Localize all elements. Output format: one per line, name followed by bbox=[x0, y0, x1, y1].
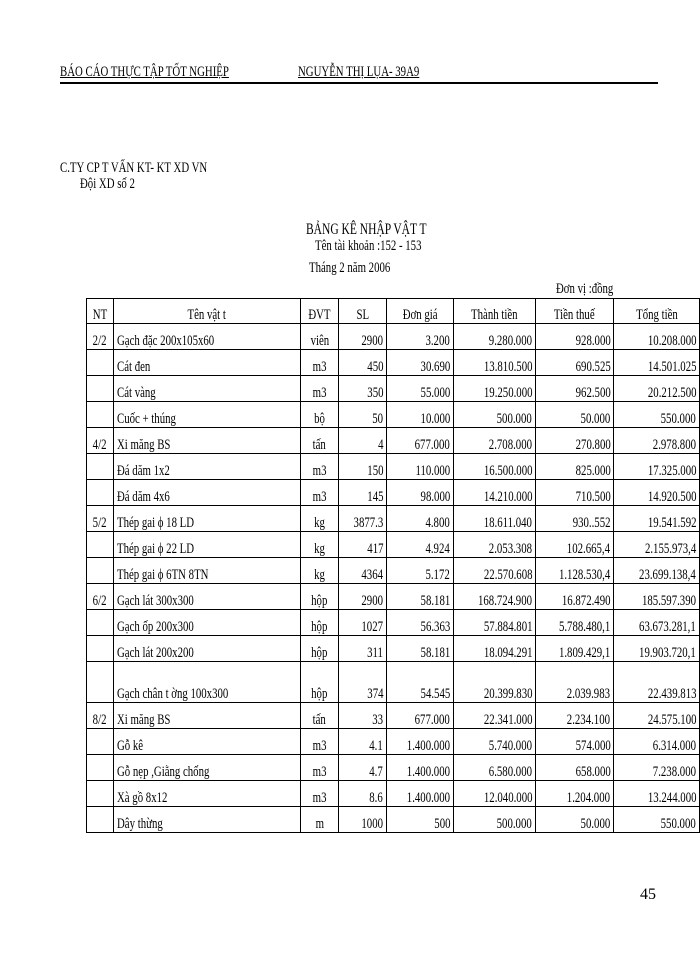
table-cell: 2.053.308 bbox=[454, 532, 536, 558]
table-cell: hộp bbox=[301, 636, 339, 662]
table-row bbox=[87, 729, 700, 755]
table-cell: 2.039.983 bbox=[536, 662, 614, 703]
table-cell: 50.000 bbox=[536, 807, 614, 833]
table-cell: Đá dăm 4x6 bbox=[114, 480, 301, 506]
table-cell: hộp bbox=[301, 610, 339, 636]
table-cell: 55.000 bbox=[387, 376, 454, 402]
table-row bbox=[87, 755, 700, 781]
table-cell: 20.399.830 bbox=[454, 662, 536, 703]
table-cell: 2.978.800 bbox=[614, 428, 700, 454]
table-cell: 5/2 bbox=[87, 506, 114, 532]
table-cell: Cuốc + thúng bbox=[114, 402, 301, 428]
table-cell: m3 bbox=[301, 729, 339, 755]
table-cell: viên bbox=[301, 324, 339, 350]
table-cell bbox=[87, 755, 114, 781]
table-cell: 13.810.500 bbox=[454, 350, 536, 376]
table-cell: 6/2 bbox=[87, 584, 114, 610]
table-cell: 8.6 bbox=[338, 781, 386, 807]
column-header: SL bbox=[338, 299, 386, 324]
table-cell: 12.040.000 bbox=[454, 781, 536, 807]
column-header: Đơn giá bbox=[387, 299, 454, 324]
table-cell: 8/2 bbox=[87, 703, 114, 729]
table-row bbox=[87, 584, 700, 610]
table-cell: 22.439.813 bbox=[614, 662, 700, 703]
table-cell: 962.500 bbox=[536, 376, 614, 402]
table-cell: 14.920.500 bbox=[614, 480, 700, 506]
currency-unit: Đơn vị :đồng bbox=[556, 281, 614, 297]
table-cell: 13.244.000 bbox=[614, 781, 700, 807]
table-cell: 825.000 bbox=[536, 454, 614, 480]
page-number: 45 bbox=[640, 886, 656, 903]
table-cell: 417 bbox=[338, 532, 386, 558]
table-cell: 5.788.480,1 bbox=[536, 610, 614, 636]
table-cell: 4364 bbox=[338, 558, 386, 584]
column-header: Tổng tiền bbox=[614, 299, 700, 324]
table-cell: Thép gai ϕ 6TN 8TN bbox=[114, 558, 301, 584]
table-cell: 19.250.000 bbox=[454, 376, 536, 402]
table-cell: 24.575.100 bbox=[614, 703, 700, 729]
table-cell: 14.210.000 bbox=[454, 480, 536, 506]
table-cell: 18.094.291 bbox=[454, 636, 536, 662]
table-cell: 677.000 bbox=[387, 703, 454, 729]
author-name: NGUYỄN THỊ LỤA- 39A9 bbox=[298, 64, 420, 80]
table-cell: Xà gồ 8x12 bbox=[114, 781, 301, 807]
table-cell: 63.673.281,1 bbox=[614, 610, 700, 636]
table-cell: 2900 bbox=[338, 584, 386, 610]
column-header: Tiền thuế bbox=[536, 299, 614, 324]
table-cell: m bbox=[301, 807, 339, 833]
table-row bbox=[87, 636, 700, 662]
table-cell: m3 bbox=[301, 755, 339, 781]
table-cell bbox=[87, 558, 114, 584]
table-cell: 1.400.000 bbox=[387, 781, 454, 807]
table-cell: 102.665,4 bbox=[536, 532, 614, 558]
table-cell: 98.000 bbox=[387, 480, 454, 506]
table-cell: 270.800 bbox=[536, 428, 614, 454]
table-row bbox=[87, 402, 700, 428]
table-cell: 17.325.000 bbox=[614, 454, 700, 480]
table-cell: 500 bbox=[387, 807, 454, 833]
table-cell: 4.1 bbox=[338, 729, 386, 755]
column-header: ĐVT bbox=[301, 299, 339, 324]
table-cell: 6.314.000 bbox=[614, 729, 700, 755]
table-row bbox=[87, 558, 700, 584]
table-cell: 1.809.429,1 bbox=[536, 636, 614, 662]
table-cell: 4.800 bbox=[387, 506, 454, 532]
table-cell: 19.541.592 bbox=[614, 506, 700, 532]
period: Tháng 2 năm 2006 bbox=[309, 260, 391, 276]
table-header-row bbox=[87, 299, 700, 324]
table-cell bbox=[87, 662, 114, 703]
table-cell: hộp bbox=[301, 662, 339, 703]
table-cell: Gạch lát 300x300 bbox=[114, 584, 301, 610]
table-cell: 50 bbox=[338, 402, 386, 428]
table-cell: 10.208.000 bbox=[614, 324, 700, 350]
table-cell: 500.000 bbox=[454, 402, 536, 428]
material-receipt-table bbox=[86, 298, 700, 833]
table-cell: Dây thừng bbox=[114, 807, 301, 833]
table-cell: 928.000 bbox=[536, 324, 614, 350]
table-cell: hộp bbox=[301, 584, 339, 610]
table-cell: 22.341.000 bbox=[454, 703, 536, 729]
table-cell: 50.000 bbox=[536, 402, 614, 428]
table-cell: m3 bbox=[301, 480, 339, 506]
table-row bbox=[87, 781, 700, 807]
table-row bbox=[87, 610, 700, 636]
table-row bbox=[87, 350, 700, 376]
company-block bbox=[60, 160, 264, 192]
table-cell: 930..552 bbox=[536, 506, 614, 532]
table-cell: 9.280.000 bbox=[454, 324, 536, 350]
table-cell: kg bbox=[301, 532, 339, 558]
table-cell: 14.501.025 bbox=[614, 350, 700, 376]
table-cell: 374 bbox=[338, 662, 386, 703]
table-cell: tấn bbox=[301, 428, 339, 454]
table-cell bbox=[87, 532, 114, 558]
table-cell: 658.000 bbox=[536, 755, 614, 781]
table-cell: 5.740.000 bbox=[454, 729, 536, 755]
table-row bbox=[87, 376, 700, 402]
table-cell: 550.000 bbox=[614, 402, 700, 428]
table-cell: 1.400.000 bbox=[387, 729, 454, 755]
table-row bbox=[87, 703, 700, 729]
table-cell: 550.000 bbox=[614, 807, 700, 833]
table-cell: 20.212.500 bbox=[614, 376, 700, 402]
table-cell: 19.903.720,1 bbox=[614, 636, 700, 662]
table-cell: 7.238.000 bbox=[614, 755, 700, 781]
table-cell bbox=[87, 610, 114, 636]
table-cell: 168.724.900 bbox=[454, 584, 536, 610]
table-cell: Gạch chân t ờng 100x300 bbox=[114, 662, 301, 703]
table-cell: bộ bbox=[301, 402, 339, 428]
table-cell: 2/2 bbox=[87, 324, 114, 350]
table-cell: Đá dăm 1x2 bbox=[114, 454, 301, 480]
table-cell: tấn bbox=[301, 703, 339, 729]
table-cell: Gạch lát 200x200 bbox=[114, 636, 301, 662]
table-cell: m3 bbox=[301, 350, 339, 376]
column-header: NT bbox=[87, 299, 114, 324]
table-cell: 5.172 bbox=[387, 558, 454, 584]
table-cell: m3 bbox=[301, 376, 339, 402]
table-cell: 10.000 bbox=[387, 402, 454, 428]
table-cell: 58.181 bbox=[387, 636, 454, 662]
table-cell: 500.000 bbox=[454, 807, 536, 833]
table-row bbox=[87, 324, 700, 350]
table-cell: 58.181 bbox=[387, 584, 454, 610]
table-cell bbox=[87, 350, 114, 376]
table-cell: Gạch ốp 200x300 bbox=[114, 610, 301, 636]
table-cell: Xi măng BS bbox=[114, 703, 301, 729]
table-cell: 1000 bbox=[338, 807, 386, 833]
table-row bbox=[87, 454, 700, 480]
table-cell: 574.000 bbox=[536, 729, 614, 755]
page-header bbox=[60, 64, 658, 84]
table-cell: Cát vàng bbox=[114, 376, 301, 402]
table-cell: 110.000 bbox=[387, 454, 454, 480]
table-cell bbox=[87, 781, 114, 807]
table-cell: 1.204.000 bbox=[536, 781, 614, 807]
table-row bbox=[87, 807, 700, 833]
table-cell: Xi măng BS bbox=[114, 428, 301, 454]
table-row bbox=[87, 480, 700, 506]
table-cell: 2.708.000 bbox=[454, 428, 536, 454]
table-cell: 22.570.608 bbox=[454, 558, 536, 584]
team-name: Đội XD số 2 bbox=[80, 176, 135, 192]
table-cell: 4/2 bbox=[87, 428, 114, 454]
table-cell: 1.128.530,4 bbox=[536, 558, 614, 584]
table-cell: 710.500 bbox=[536, 480, 614, 506]
table-cell bbox=[87, 636, 114, 662]
table-cell: Thép gai ϕ 18 LD bbox=[114, 506, 301, 532]
table-row bbox=[87, 662, 700, 703]
table-cell: 30.690 bbox=[387, 350, 454, 376]
table-cell: Cát đen bbox=[114, 350, 301, 376]
table-cell: 1027 bbox=[338, 610, 386, 636]
table-cell: 4.924 bbox=[387, 532, 454, 558]
table-cell: 23.699.138,4 bbox=[614, 558, 700, 584]
column-header: Thành tiền bbox=[454, 299, 536, 324]
table-cell: 690.525 bbox=[536, 350, 614, 376]
company-name: C.TY CP T VẤN KT- KT XD VN bbox=[60, 160, 208, 176]
table-cell: Gỗ kê bbox=[114, 729, 301, 755]
table-cell: 350 bbox=[338, 376, 386, 402]
table-cell bbox=[87, 480, 114, 506]
report-title: BÁO CÁO THỰC TẬP TỐT NGHIỆP bbox=[60, 64, 229, 80]
column-header: Tên vật t bbox=[114, 299, 301, 324]
table-cell: m3 bbox=[301, 781, 339, 807]
table-cell: kg bbox=[301, 558, 339, 584]
table-cell: 33 bbox=[338, 703, 386, 729]
table-cell bbox=[87, 376, 114, 402]
table-cell: 54.545 bbox=[387, 662, 454, 703]
table-cell bbox=[87, 454, 114, 480]
table-cell: 450 bbox=[338, 350, 386, 376]
table-cell: Thép gai ϕ 22 LD bbox=[114, 532, 301, 558]
table-cell: 2.234.100 bbox=[536, 703, 614, 729]
table-cell: 185.597.390 bbox=[614, 584, 700, 610]
table-cell: 3877.3 bbox=[338, 506, 386, 532]
table-cell: 56.363 bbox=[387, 610, 454, 636]
table-cell: 2.155.973,4 bbox=[614, 532, 700, 558]
table-cell: 150 bbox=[338, 454, 386, 480]
account-name: Tên tài khoản :152 - 153 bbox=[315, 238, 422, 254]
table-cell: Gạch đặc 200x105x60 bbox=[114, 324, 301, 350]
table-row bbox=[87, 506, 700, 532]
table-cell: 2900 bbox=[338, 324, 386, 350]
table-cell: 6.580.000 bbox=[454, 755, 536, 781]
document-title: BẢNG KÊ NHẬP VẬT T bbox=[306, 221, 427, 238]
table-cell: 677.000 bbox=[387, 428, 454, 454]
table-cell: kg bbox=[301, 506, 339, 532]
table-row bbox=[87, 532, 700, 558]
table-cell: 4 bbox=[338, 428, 386, 454]
table-row bbox=[87, 428, 700, 454]
table-cell: Gỗ nẹp ,Giằng chống bbox=[114, 755, 301, 781]
table-cell: 1.400.000 bbox=[387, 755, 454, 781]
table-cell: 57.884.801 bbox=[454, 610, 536, 636]
table-cell bbox=[87, 729, 114, 755]
table-cell: 311 bbox=[338, 636, 386, 662]
table-cell: 4.7 bbox=[338, 755, 386, 781]
table-cell bbox=[87, 807, 114, 833]
table-cell bbox=[87, 402, 114, 428]
table-cell: 16.872.490 bbox=[536, 584, 614, 610]
table-cell: m3 bbox=[301, 454, 339, 480]
table-cell: 145 bbox=[338, 480, 386, 506]
table-cell: 3.200 bbox=[387, 324, 454, 350]
table-cell: 16.500.000 bbox=[454, 454, 536, 480]
table-cell: 18.611.040 bbox=[454, 506, 536, 532]
